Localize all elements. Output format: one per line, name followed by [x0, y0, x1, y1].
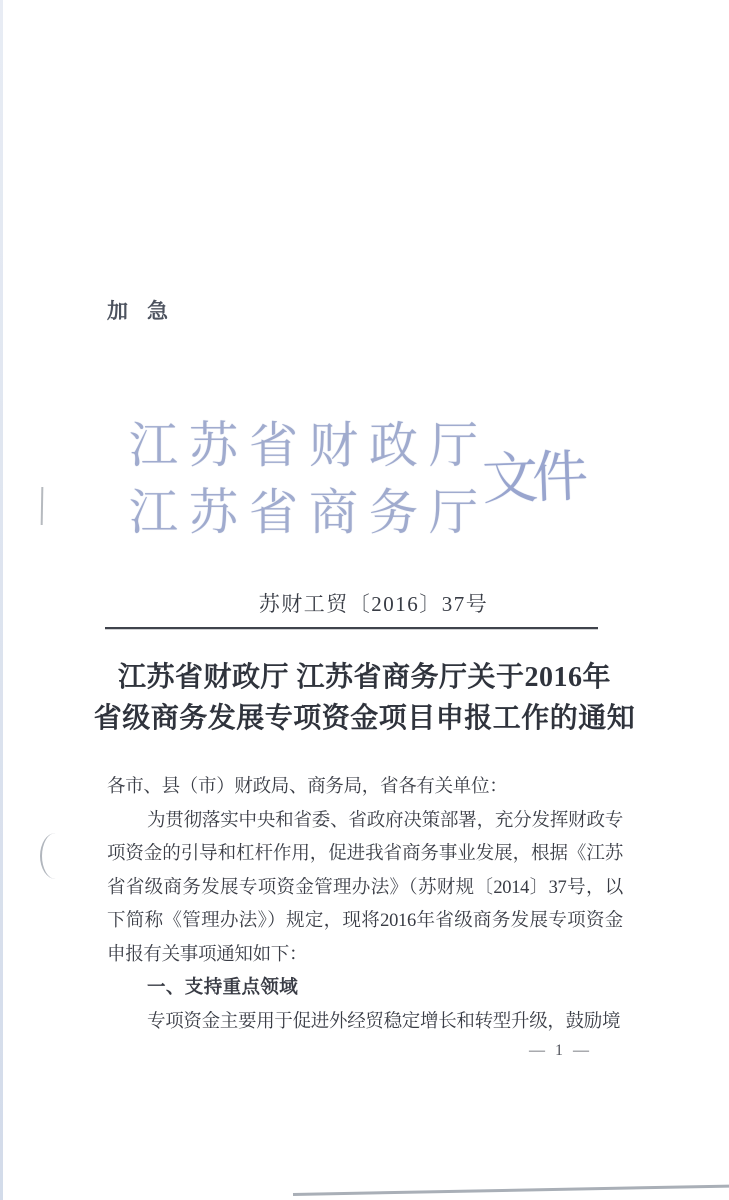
document-title-line-2: 省级商务发展专项资金项目申报工作的通知 [93, 703, 636, 734]
document-title [0, 657, 729, 739]
scan-bottom-edge-artifact [293, 1185, 729, 1196]
document-reference-number: 苏财工贸〔2016〕37号 [258, 592, 489, 616]
scan-scratch-artifact [41, 487, 44, 525]
body-line: 专项资金主要用于促进外经贸稳定增长和转型升级，鼓励境 [147, 1011, 621, 1032]
urgent-label: 加急 [107, 299, 187, 323]
scan-smudge-artifact [40, 833, 58, 879]
letterhead-agency-line-1: 江苏省财政厅 [129, 418, 490, 473]
body-line: 为贯彻落实中央和省委、省政府决策部署，充分发挥财政专 [147, 810, 623, 831]
letterhead-document-word: 文件 [481, 446, 584, 512]
document-title-line-1: 江苏省财政厅 江苏省商务厅关于2016年 [117, 662, 611, 693]
section-heading: 一、支持重点领域 [147, 978, 299, 998]
body-line: 下简称《管理办法》）规定，现将2016年省级商务发展专项资金 [107, 911, 623, 931]
body-line: 申报有关事项通知如下： [107, 944, 308, 965]
body-line: 项资金的引导和杠杆作用，促进我省商务事业发展，根据《江苏 [107, 844, 623, 864]
salutation-line: 各市、县（市）财政局、商务局，省各有关单位： [107, 777, 508, 797]
page-number: — 1 — [529, 1042, 592, 1059]
body-line: 省省级商务发展专项资金管理办法》（苏财规〔2014〕37号，以 [107, 877, 623, 898]
document-body [107, 771, 623, 1039]
letterhead-agency-line-2: 江苏省商务厅 [129, 485, 490, 540]
letterhead-divider-line [105, 627, 598, 629]
